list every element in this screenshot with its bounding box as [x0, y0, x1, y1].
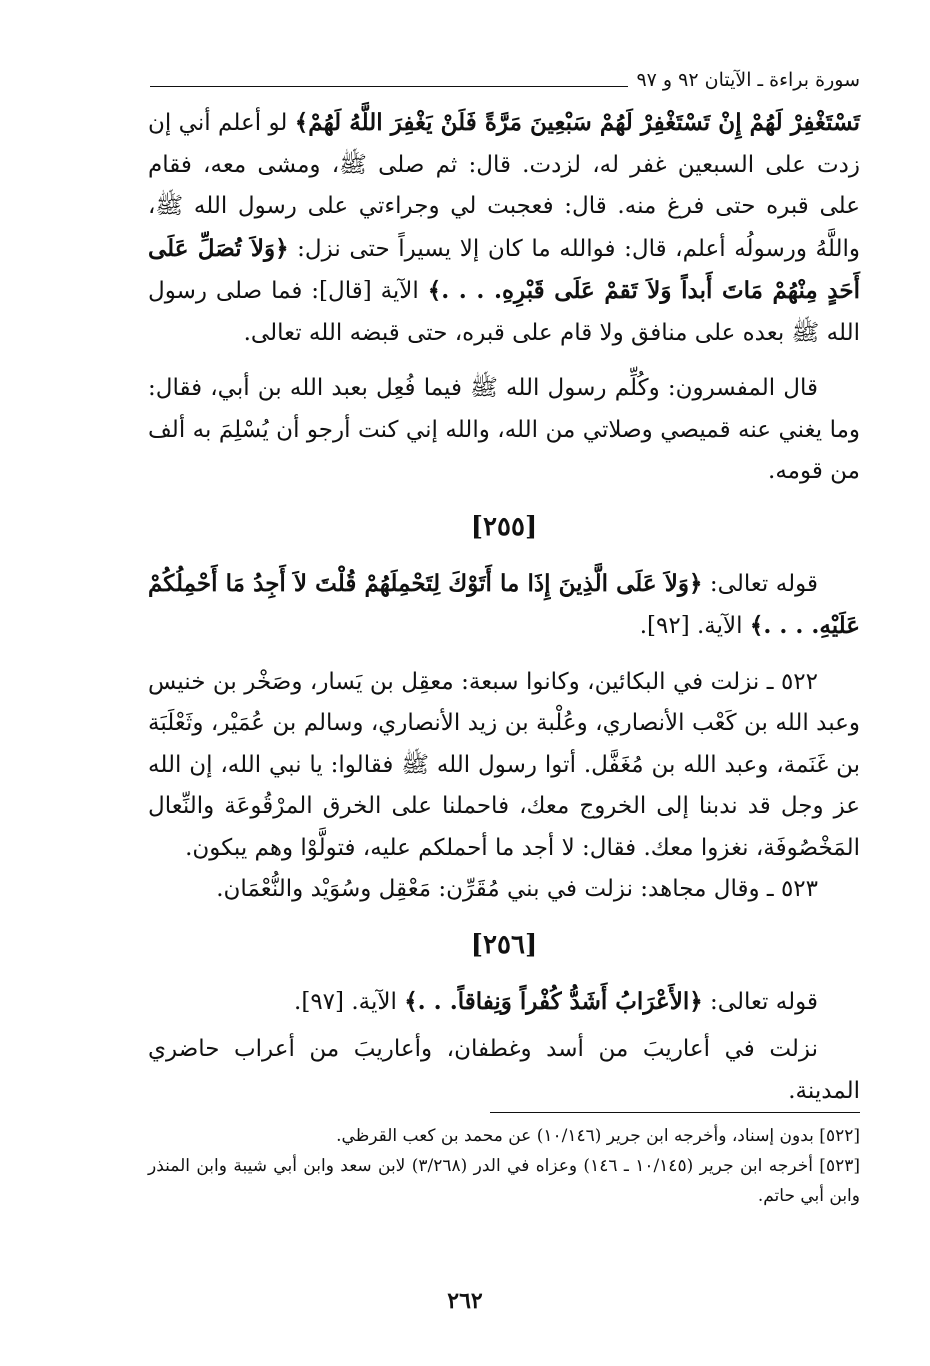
quran-quote: ﴿الأَعْرَابُ أَشَدُّ كُفْراً وَنِفاقاً. . .﴾: [404, 987, 703, 1015]
quran-quote: ﴿وَلاَ تُصَلِّ عَلَى أَحَدٍ مِنْهُمْ مَاتَ أَبداً وَلاَ تَقمْ عَلَى قَبْرِهِ. . . .﴾: [148, 234, 860, 304]
paragraph-6: [148, 981, 860, 1024]
verse-ref: الآية. [٩٢].: [639, 613, 750, 639]
spacer: [148, 354, 860, 368]
main-text: [148, 102, 860, 1112]
paragraph-7: نزلت في أعاريبَ من أسد وغطفان، وأعاريبَ من أعراب حاضري المدينة.: [148, 1036, 860, 1104]
paragraph-4: ٥٢٢ ـ نزلت في البكائين، وكانوا سبعة: معقِل بن يَسار، وصَخْر بن خنيس وعبد الله بن كَعْب الأنصاري، وعُلْبة بن زيد الأنصاري، وسالم بن عُمَيْر، وثَعْلَبَة بن غَنَمة، وعبد الله بن مُغَفَّل. أتوا رسول الله ﷺ فقالوا: يا نبي الله، إن الله عز وجل قد ندبنا إلى الخروج معك، فاحملنا على الخرق المرْقُوعَة والنِّعال المَخْصُوفَة، نغزوا معك. فقال: لا أجد ما أحملكم عليه، فتولَّوْا وهم يبكون.: [148, 668, 860, 861]
paragraph-2: قال المفسرون: وكُلِّم رسول الله ﷺ فيما فُعِل بعبد الله بن أبي، فقال: وما يغني عنه قميصي وصلاتي من الله، والله إني كنت أرجو أن يُسْلِمَ به ألف من قومه.: [148, 375, 860, 484]
page-number: ٢٦٢: [447, 1288, 483, 1314]
running-header: [150, 62, 860, 90]
paragraph-3: [148, 563, 860, 648]
paragraph-text: الآية [قال]: فما صلى رسول الله ﷺ بعده على منافق ولا قام على قبره، حتى قبضه الله تعالى.: [148, 278, 860, 346]
section-heading-256: [٢٥٦]: [470, 929, 538, 960]
footnote-523: [٥٢٣] أخرجه ابن جرير (١٠/١٤٥ ـ ١٤٦) وعزاه في الدر (٣/٢٦٨) لابن سعد وابن أبي شيبة وابن المنذر وابن أبي حاتم.: [148, 1156, 860, 1206]
paragraph-text: لو أعلم أني إن زدت على السبعين غفر له، لزدت. قال: ثم صلى ﷺ، ومشى معه، فقام على قبره حتى فرغ منه. قال: فعجبت لي وجراءتي على رسول الله ﷺ، واللَّهُ ورسولُه أعلم، قال: فوالله ما كان إلا يسيراً حتى نزل:: [148, 110, 860, 262]
paragraph-text: قوله تعالى:: [702, 988, 818, 1015]
footnote-rule: [490, 1112, 860, 1113]
paragraph-1: [148, 102, 860, 354]
footnotes: [148, 1112, 860, 1211]
verse-ref: الآية. [٩٧].: [294, 988, 405, 1015]
spacer: [148, 648, 860, 662]
footnote-522: [٥٢٢] بدون إسناد، وأخرجه ابن جرير (١٠/١٤٦) عن محمد بن كعب القرظي.: [336, 1126, 860, 1146]
header-title: سورة براءة ـ الآيتان ٩٢ و ٩٧: [636, 69, 860, 91]
quran-quote: تَسْتَغْفِرْ لَهُمْ إِنْ تَسْتَغْفِرْ لَهُمْ سَبْعِينَ مَرَّةً فَلَنْ يَغْفِرَ اللَّهُ لَهُمْ﴾: [294, 109, 860, 136]
paragraph-5: ٥٢٣ ـ وقال مجاهد: نزلت في بني مُقَرِّن: مَعْقِل وسُوَيْد والنُّعْمَان.: [216, 876, 818, 902]
paragraph-text: قوله تعالى:: [702, 570, 818, 597]
quran-quote: ﴿وَلاَ عَلَى الَّذِينَ إِذَا ما أَتَوْكَ لِتَحْمِلَهُمْ قُلْتَ لاَ أَجِدُ مَا أَحْمِلُكُمْ عَلَيْهِ. . . .﴾: [148, 569, 860, 639]
section-heading-255: [٢٥٥]: [470, 511, 538, 542]
header-rule: [150, 86, 628, 87]
